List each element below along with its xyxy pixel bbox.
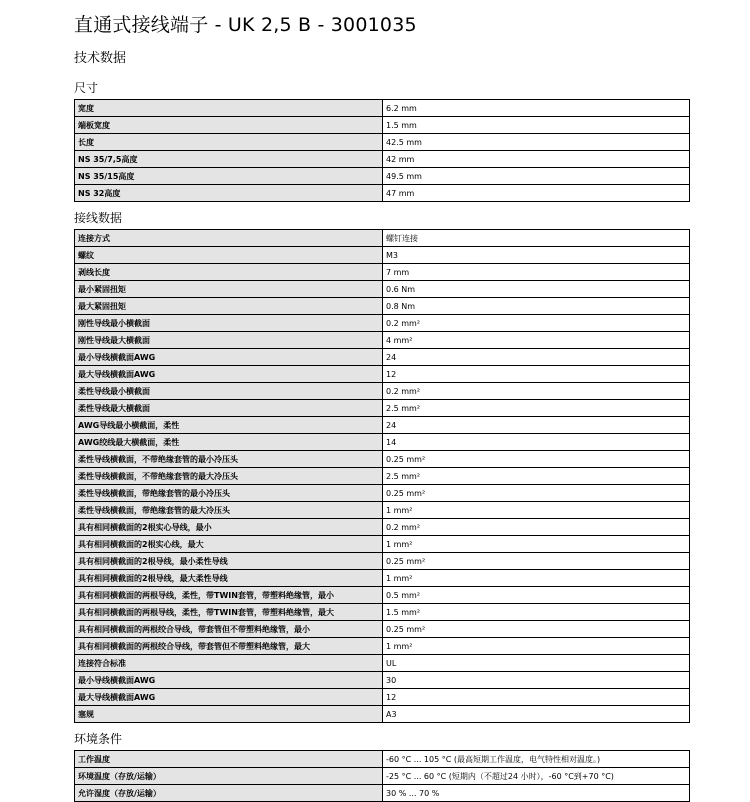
table-row	[75, 768, 690, 785]
table-row	[75, 570, 690, 587]
spec-value: UL	[383, 655, 690, 672]
spec-label: 具有相同横截面的两根导线，柔性，带TWIN套管，带塑料绝缘管，最大	[75, 604, 383, 621]
spec-label: NS 35/7,5高度	[75, 151, 383, 168]
spec-value: -60 °C ... 105 °C (最高短期工作温度，电气特性相对温度。)	[383, 751, 690, 768]
spec-value: 0.2 mm²	[383, 383, 690, 400]
table-row	[75, 502, 690, 519]
spec-label: 柔性导线最小横截面	[75, 383, 383, 400]
table-row	[75, 689, 690, 706]
spec-value: 7 mm	[383, 264, 690, 281]
table-row	[75, 134, 690, 151]
spec-table	[74, 99, 690, 202]
table-row	[75, 655, 690, 672]
table-row	[75, 332, 690, 349]
table-row	[75, 185, 690, 202]
spec-value: 42 mm	[383, 151, 690, 168]
spec-value: 螺钉连接	[383, 230, 690, 247]
spec-label: 具有相同横截面的2根实心导线，最小	[75, 519, 383, 536]
table-row	[75, 383, 690, 400]
spec-label: 端板宽度	[75, 117, 383, 134]
table-row	[75, 587, 690, 604]
spec-value: 0.25 mm²	[383, 621, 690, 638]
table-row	[75, 247, 690, 264]
table-row	[75, 638, 690, 655]
spec-value: 0.5 mm²	[383, 587, 690, 604]
spec-label: 柔性导线横截面，带绝缘套管的最大冷压头	[75, 502, 383, 519]
spec-table	[74, 750, 690, 802]
table-row	[75, 485, 690, 502]
spec-label: 长度	[75, 134, 383, 151]
table-row	[75, 230, 690, 247]
table-row	[75, 315, 690, 332]
spec-label: 连接方式	[75, 230, 383, 247]
spec-value: 47 mm	[383, 185, 690, 202]
spec-value: 30 % ... 70 %	[383, 785, 690, 802]
spec-value: 1 mm²	[383, 502, 690, 519]
table-row	[75, 785, 690, 802]
table-row	[75, 400, 690, 417]
spec-value: -25 °C ... 60 °C (短期内（不超过24 小时），-60 °C到+70 °C)	[383, 768, 690, 785]
spec-label: AWG绞线最大横截面，柔性	[75, 434, 383, 451]
spec-value: 0.25 mm²	[383, 451, 690, 468]
spec-value: 0.25 mm²	[383, 485, 690, 502]
table-row	[75, 366, 690, 383]
spec-section	[74, 731, 750, 802]
spec-label: 工作温度	[75, 751, 383, 768]
table-row	[75, 621, 690, 638]
table-row	[75, 349, 690, 366]
table-row	[75, 451, 690, 468]
table-row	[75, 151, 690, 168]
spec-value: 0.25 mm²	[383, 553, 690, 570]
spec-label: 最大导线横截面AWG	[75, 366, 383, 383]
spec-label: 最大导线横截面AWG	[75, 689, 383, 706]
spec-value: 6.2 mm	[383, 100, 690, 117]
spec-label: 塞规	[75, 706, 383, 723]
spec-value: 24	[383, 417, 690, 434]
spec-label: 最大紧固扭矩	[75, 298, 383, 315]
spec-label: AWG导线最小横截面，柔性	[75, 417, 383, 434]
spec-label: 最小紧固扭矩	[75, 281, 383, 298]
spec-section	[74, 80, 750, 202]
spec-value: 14	[383, 434, 690, 451]
spec-value: 42.5 mm	[383, 134, 690, 151]
page-title: 直通式接线端子 - UK 2,5 B - 3001035	[74, 14, 417, 36]
spec-value: 1 mm²	[383, 570, 690, 587]
spec-label: 柔性导线横截面，不带绝缘套管的最小冷压头	[75, 451, 383, 468]
table-row	[75, 298, 690, 315]
spec-value: 0.2 mm²	[383, 519, 690, 536]
spec-label: 宽度	[75, 100, 383, 117]
section-title: 尺寸	[74, 81, 99, 95]
table-row	[75, 117, 690, 134]
table-row	[75, 281, 690, 298]
spec-value: 24	[383, 349, 690, 366]
spec-label: 环境温度（存放/运输）	[75, 768, 383, 785]
spec-label: 刚性导线最大横截面	[75, 332, 383, 349]
spec-value: 0.6 Nm	[383, 281, 690, 298]
table-row	[75, 168, 690, 185]
spec-value: 12	[383, 366, 690, 383]
spec-label: 柔性导线最大横截面	[75, 400, 383, 417]
spec-label: 刚性导线最小横截面	[75, 315, 383, 332]
spec-label: 最小导线横截面AWG	[75, 672, 383, 689]
table-row	[75, 417, 690, 434]
table-row	[75, 434, 690, 451]
table-row	[75, 553, 690, 570]
spec-value: 49.5 mm	[383, 168, 690, 185]
spec-label: 螺纹	[75, 247, 383, 264]
spec-value: A3	[383, 706, 690, 723]
table-row	[75, 100, 690, 117]
table-row	[75, 672, 690, 689]
spec-value: 2.5 mm²	[383, 468, 690, 485]
table-row	[75, 264, 690, 281]
spec-label: 具有相同横截面的2根实心线，最大	[75, 536, 383, 553]
spec-label: 具有相同横截面的2根导线，最大柔性导线	[75, 570, 383, 587]
spec-value: 30	[383, 672, 690, 689]
spec-section	[74, 210, 750, 723]
table-row	[75, 519, 690, 536]
spec-label: 具有相同横截面的两根导线，柔性，带TWIN套管，带塑料绝缘管，最小	[75, 587, 383, 604]
table-row	[75, 751, 690, 768]
spec-value: 0.2 mm²	[383, 315, 690, 332]
page-subtitle: 技术数据	[74, 51, 127, 66]
spec-label: 剥线长度	[75, 264, 383, 281]
spec-label: 具有相同横截面的两根绞合导线，带套管但不带塑料绝缘管，最大	[75, 638, 383, 655]
spec-value: M3	[383, 247, 690, 264]
spec-label: NS 32高度	[75, 185, 383, 202]
spec-label: 最小导线横截面AWG	[75, 349, 383, 366]
spec-label: NS 35/15高度	[75, 168, 383, 185]
spec-value: 12	[383, 689, 690, 706]
spec-value: 1.5 mm²	[383, 604, 690, 621]
spec-value: 4 mm²	[383, 332, 690, 349]
spec-sections	[74, 80, 750, 802]
spec-label: 允许湿度（存放/运输）	[75, 785, 383, 802]
table-row	[75, 536, 690, 553]
spec-table	[74, 229, 690, 723]
spec-label: 柔性导线横截面，不带绝缘套管的最大冷压头	[75, 468, 383, 485]
spec-value: 1 mm²	[383, 638, 690, 655]
section-title: 环境条件	[74, 732, 123, 746]
spec-label: 具有相同横截面的两根绞合导线，带套管但不带塑料绝缘管，最小	[75, 621, 383, 638]
table-row	[75, 604, 690, 621]
section-title: 接线数据	[74, 211, 123, 225]
table-row	[75, 706, 690, 723]
spec-value: 1.5 mm	[383, 117, 690, 134]
spec-label: 连接符合标准	[75, 655, 383, 672]
spec-value: 1 mm²	[383, 536, 690, 553]
spec-value: 2.5 mm²	[383, 400, 690, 417]
spec-label: 柔性导线横截面，带绝缘套管的最小冷压头	[75, 485, 383, 502]
table-row	[75, 468, 690, 485]
spec-value: 0.8 Nm	[383, 298, 690, 315]
spec-label: 具有相同横截面的2根导线，最小柔性导线	[75, 553, 383, 570]
